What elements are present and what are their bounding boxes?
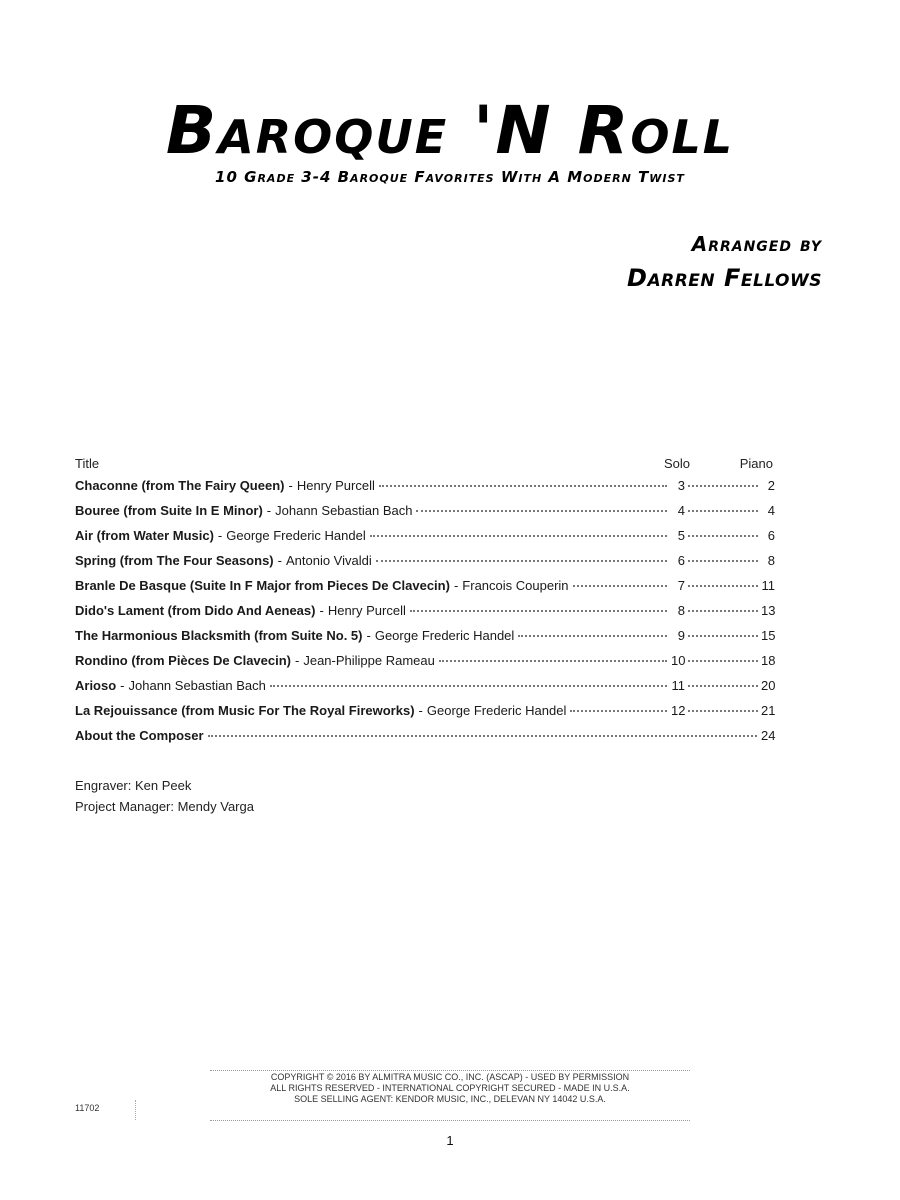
dot-leader <box>688 700 758 712</box>
dot-leader <box>688 475 758 487</box>
rights-line: ALL RIGHTS RESERVED - INTERNATIONAL COPYRIGHT SECURED - MADE IN U.S.A. <box>270 1083 630 1093</box>
piece-title: Air (from Water Music) <box>75 528 214 543</box>
dot-leader <box>688 625 758 637</box>
solo-page-number: 9 <box>677 628 685 643</box>
dot-leader <box>688 575 758 587</box>
toc-row <box>75 603 775 628</box>
dot-leader <box>688 500 758 512</box>
dot-leader <box>688 650 758 662</box>
credits <box>75 775 254 817</box>
solo-page-number: 4 <box>677 503 685 518</box>
toc-row <box>75 728 775 753</box>
piece-title: Branle De Basque (Suite In F Major from Pieces De Clavecin) <box>75 578 450 593</box>
piece-title: The Harmonious Blacksmith (from Suite No. 5) <box>75 628 363 643</box>
dot-leader <box>688 525 758 537</box>
engraver-credit: Engraver: Ken Peek <box>75 778 192 793</box>
composer-name: George Frederic Handel <box>426 703 567 718</box>
dot-leader <box>439 650 667 662</box>
composer-name: Johann Sebastian Bach <box>275 503 413 518</box>
toc-header-piano: Piano <box>739 456 773 471</box>
solo-page-number: 12 <box>671 703 686 718</box>
solo-page-number: 10 <box>671 653 686 668</box>
composer-name: Henry Purcell <box>296 478 375 493</box>
composer-name: Francois Couperin <box>462 578 569 593</box>
dot-leader <box>573 575 667 587</box>
project-manager-credit: Project Manager: Mendy Varga <box>75 799 254 814</box>
arranger-name: Darren Fellows <box>627 264 822 292</box>
copyright-line: COPYRIGHT © 2016 BY ALMITRA MUSIC CO., INC. (ASCAP) - USED BY PERMISSION <box>270 1072 630 1082</box>
title-composer-separator: - <box>277 553 282 568</box>
solo-page-number: 5 <box>677 528 685 543</box>
piano-page-number: 13 <box>761 603 776 618</box>
solo-page-number: 6 <box>677 553 685 568</box>
toc-row <box>75 678 775 703</box>
dot-leader <box>688 550 758 562</box>
piece-title: Spring (from The Four Seasons) <box>75 553 274 568</box>
arranger-block <box>627 232 822 292</box>
dot-leader <box>376 550 667 562</box>
composer-name: George Frederic Handel <box>374 628 515 643</box>
book-subtitle: 10 Grade 3-4 Baroque Favorites With A Modern Twist <box>215 168 685 186</box>
catalog-divider <box>135 1100 137 1120</box>
dot-leader <box>688 675 758 687</box>
dot-leader <box>416 500 667 512</box>
dot-leader <box>270 675 667 687</box>
piece-title: La Rejouissance (from Music For The Royal Fireworks) <box>75 703 415 718</box>
composer-name: Henry Purcell <box>327 603 406 618</box>
title-composer-separator: - <box>453 578 459 593</box>
title-composer-separator: - <box>366 628 371 643</box>
solo-page-number: 8 <box>677 603 685 618</box>
page-number: 1 <box>446 1133 454 1148</box>
title-composer-separator: - <box>288 478 293 493</box>
piece-title: About the Composer <box>75 728 204 743</box>
title-composer-separator: - <box>418 703 423 718</box>
title-composer-separator: - <box>266 503 272 518</box>
toc-rows <box>75 478 775 753</box>
composer-name: Antonio Vivaldi <box>285 553 372 568</box>
dot-leader <box>370 525 667 537</box>
piece-title: Arioso <box>75 678 117 693</box>
piece-title: Chaconne (from The Fairy Queen) <box>75 478 285 493</box>
composer-name: Johann Sebastian Bach <box>128 678 266 693</box>
piano-page-number: 24 <box>761 728 776 743</box>
book-title: Baroque 'N Roll <box>165 92 735 169</box>
piece-title: Dido's Lament (from Dido And Aeneas) <box>75 603 316 618</box>
piano-page-number: 20 <box>761 678 776 693</box>
dot-leader <box>410 600 667 612</box>
piano-page-number: 11 <box>761 578 775 593</box>
arranged-by-label: Arranged by <box>691 232 822 256</box>
piano-page-number: 8 <box>767 553 775 568</box>
dot-leader <box>379 475 667 487</box>
agent-line: SOLE SELLING AGENT: KENDOR MUSIC, INC., DELEVAN NY 14042 U.S.A. <box>294 1094 606 1104</box>
toc-row <box>75 628 775 653</box>
solo-page-number: 7 <box>677 578 685 593</box>
title-composer-separator: - <box>295 653 300 668</box>
copyright-notice <box>210 1072 690 1105</box>
dot-leader <box>688 600 758 612</box>
toc-row <box>75 553 775 578</box>
toc-header-solo: Solo <box>664 456 691 471</box>
table-of-contents <box>75 456 775 753</box>
piano-page-number: 21 <box>761 703 776 718</box>
catalog-number: 11702 <box>75 1103 100 1113</box>
composer-name: George Frederic Handel <box>226 528 366 543</box>
toc-header-title: Title <box>75 456 100 471</box>
piano-page-number: 6 <box>767 528 775 543</box>
piano-page-number: 2 <box>767 478 775 493</box>
solo-page-number: 3 <box>677 478 685 493</box>
dot-leader <box>518 625 667 637</box>
piece-title: Bouree (from Suite In E Minor) <box>75 503 263 518</box>
title-composer-separator: - <box>120 678 125 693</box>
piece-title: Rondino (from Pièces De Clavecin) <box>75 653 291 668</box>
copyright-divider-bottom <box>210 1120 690 1125</box>
title-composer-separator: - <box>319 603 324 618</box>
piano-page-number: 18 <box>761 653 776 668</box>
title-composer-separator: - <box>217 528 223 543</box>
piano-page-number: 4 <box>767 503 775 518</box>
composer-name: Jean-Philippe Rameau <box>303 653 435 668</box>
dot-leader <box>208 725 757 737</box>
dot-leader <box>570 700 667 712</box>
piano-page-number: 15 <box>761 628 776 643</box>
solo-page-number: 11 <box>671 678 685 693</box>
